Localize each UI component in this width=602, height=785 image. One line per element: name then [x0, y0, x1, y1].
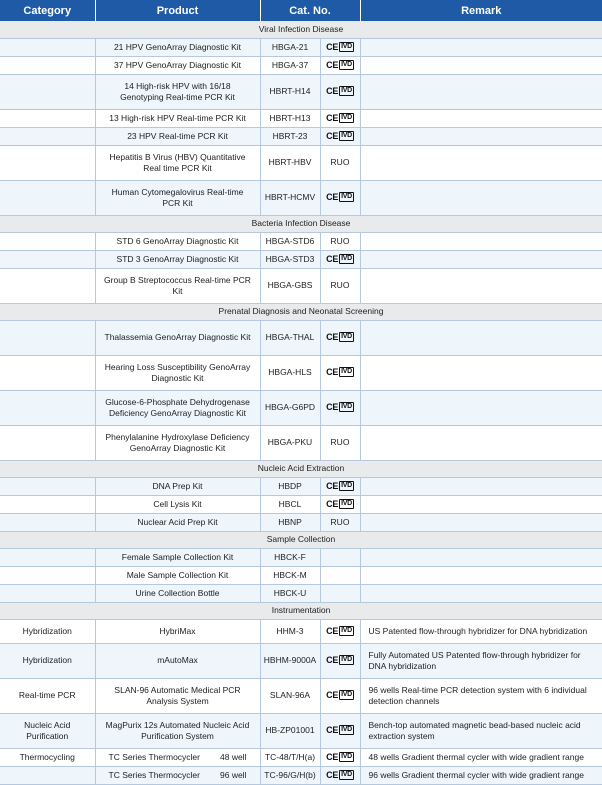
- table-row: [0, 619, 602, 643]
- cat-no: HBGA-PKU: [260, 425, 320, 460]
- ce-ivd-mark: CE IVD: [326, 690, 352, 701]
- remark-cell: Fully Automated US Patented flow-through hybridizer for DNA hybridization: [360, 643, 602, 678]
- table-row: [0, 748, 602, 766]
- product-name: 14 High-risk HPV with 16/18 Genotyping Real-time PCR Kit: [95, 74, 260, 109]
- product-name: Human Cytomegalovirus Real-time PCR Kit: [95, 180, 260, 215]
- product-name: Hearing Loss Susceptibility GenoArray Diagnostic Kit: [95, 355, 260, 390]
- cat-no: HBGA-G6PD: [260, 390, 320, 425]
- cat-no: HBRT-HCMV: [260, 180, 320, 215]
- remark-cell: 48 wells Gradient thermal cycler with wide gradient range: [360, 748, 602, 766]
- section-title: Nucleic Acid Extraction: [0, 460, 602, 477]
- product-name: MagPurix 12s Automated Nucleic Acid Purification System: [95, 713, 260, 748]
- product-name: Phenylalanine Hydroxylase Deficiency GenoArray Diagnostic Kit: [95, 425, 260, 460]
- category-cell: Nucleic Acid Purification: [0, 713, 95, 748]
- product-name: SLAN-96 Automatic Medical PCR Analysis System: [95, 678, 260, 713]
- cat-no: HBHM-9000A: [260, 643, 320, 678]
- category-cell: [0, 766, 95, 784]
- table-row: [0, 513, 602, 531]
- cat-no: HBGA-GBS: [260, 268, 320, 303]
- section-title: Prenatal Diagnosis and Neonatal Screening: [0, 303, 602, 320]
- cat-no: SLAN-96A: [260, 678, 320, 713]
- cat-no: HBGA-21: [260, 38, 320, 56]
- header-category: Category: [0, 0, 95, 21]
- table-row: [0, 713, 602, 748]
- product-name: Nuclear Acid Prep Kit: [95, 513, 260, 531]
- cat-no: HBGA-STD3: [260, 250, 320, 268]
- table-row: [0, 477, 602, 495]
- ce-ivd-mark: CE IVD: [326, 59, 352, 70]
- header-cat-no: Cat. No.: [260, 0, 360, 21]
- cat-no: HBCK-M: [260, 566, 320, 584]
- table-row: [0, 566, 602, 584]
- product-name: DNA Prep Kit: [95, 477, 260, 495]
- ruo-label: RUO: [330, 280, 350, 291]
- ce-ivd-mark: CE IVD: [326, 751, 352, 762]
- cat-no: HB-ZP01001: [260, 713, 320, 748]
- remark-cell: 96 wells Gradient thermal cycler with wide gradient range: [360, 766, 602, 784]
- table-row: [0, 355, 602, 390]
- section-title: Instrumentation: [0, 602, 602, 619]
- cat-no: HBGA-STD6: [260, 232, 320, 250]
- table-row: [0, 495, 602, 513]
- section-row: [0, 21, 602, 38]
- product-name: 37 HPV GenoArray Diagnostic Kit: [95, 56, 260, 74]
- ce-ivd-mark: CE IVD: [326, 625, 352, 636]
- header-product: Product: [95, 0, 260, 21]
- section-title: Bacteria Infection Disease: [0, 215, 602, 232]
- ce-ivd-mark: CE IVD: [326, 112, 352, 123]
- table-row: [0, 180, 602, 215]
- table-row: [0, 145, 602, 180]
- ce-ivd-mark: CE IVD: [326, 402, 352, 413]
- product-name: 21 HPV GenoArray Diagnostic Kit: [95, 38, 260, 56]
- ruo-label: RUO: [330, 157, 350, 168]
- product-name: Female Sample Collection Kit: [95, 548, 260, 566]
- remark-cell: US Patented flow-through hybridizer for DNA hybridization: [360, 619, 602, 643]
- product-name: Thalassemia GenoArray Diagnostic Kit: [95, 320, 260, 355]
- cat-no: HBGA-37: [260, 56, 320, 74]
- product-name: Group B Streptococcus Real-time PCR Kit: [95, 268, 260, 303]
- category-cell: Thermocycling: [0, 748, 95, 766]
- well-count: 48 well: [220, 751, 247, 762]
- ce-ivd-mark: CE IVD: [326, 769, 352, 780]
- product-name: 23 HPV Real-time PCR Kit: [95, 127, 260, 145]
- table-row: [0, 268, 602, 303]
- ce-ivd-mark: CE IVD: [326, 655, 352, 666]
- table-row: [0, 425, 602, 460]
- table-row: [0, 109, 602, 127]
- cat-no: HHM-3: [260, 619, 320, 643]
- remark-cell: Bench-top automated magnetic bead-based nucleic acid extraction system: [360, 713, 602, 748]
- ce-ivd-mark: CE IVD: [326, 332, 352, 343]
- section-row: [0, 303, 602, 320]
- table-row: [0, 74, 602, 109]
- ce-ivd-mark: CE IVD: [326, 480, 352, 491]
- category-cell: Real-time PCR: [0, 678, 95, 713]
- category-cell: Hybridization: [0, 643, 95, 678]
- table-row: [0, 232, 602, 250]
- cat-no: HBGA-THAL: [260, 320, 320, 355]
- header-remark: Remark: [360, 0, 602, 21]
- cat-no: HBCL: [260, 495, 320, 513]
- section-row: [0, 215, 602, 232]
- ce-ivd-mark: CE IVD: [326, 130, 352, 141]
- table-header: [0, 0, 602, 21]
- cat-no: HBRT-H13: [260, 109, 320, 127]
- category-cell: Hybridization: [0, 619, 95, 643]
- table-row: [0, 250, 602, 268]
- cat-no: HBGA-HLS: [260, 355, 320, 390]
- product-name: STD 3 GenoArray Diagnostic Kit: [95, 250, 260, 268]
- cat-no: TC-96/G/H(b): [260, 766, 320, 784]
- cat-no: HBRT-23: [260, 127, 320, 145]
- product-cell: [95, 766, 260, 784]
- product-name: mAutoMax: [95, 643, 260, 678]
- well-count: 96 well: [220, 769, 247, 780]
- table-row: [0, 127, 602, 145]
- product-name: Urine Collection Bottle: [95, 584, 260, 602]
- table-row: [0, 390, 602, 425]
- ruo-label: RUO: [330, 235, 350, 246]
- ce-ivd-mark: CE IVD: [326, 41, 352, 52]
- cat-no: HBNP: [260, 513, 320, 531]
- cat-no: HBDP: [260, 477, 320, 495]
- product-name: Cell Lysis Kit: [95, 495, 260, 513]
- section-row: [0, 460, 602, 477]
- ce-ivd-mark: CE IVD: [326, 725, 352, 736]
- product-name: STD 6 GenoArray Diagnostic Kit: [95, 232, 260, 250]
- ce-ivd-mark: CE IVD: [326, 498, 352, 509]
- product-name: TC Series Thermocycler: [108, 769, 200, 780]
- product-name: 13 High-risk HPV Real-time PCR Kit: [95, 109, 260, 127]
- cat-no: HBCK-U: [260, 584, 320, 602]
- table-row: [0, 548, 602, 566]
- section-title: Sample Collection: [0, 531, 602, 548]
- ruo-label: RUO: [330, 437, 350, 448]
- ce-ivd-mark: CE IVD: [326, 86, 352, 97]
- table-row: [0, 56, 602, 74]
- product-name: TC Series Thermocycler: [108, 751, 200, 762]
- cat-no: HBRT-H14: [260, 74, 320, 109]
- table-row: [0, 584, 602, 602]
- table-row: [0, 678, 602, 713]
- ce-ivd-mark: CE IVD: [326, 367, 352, 378]
- product-name: Male Sample Collection Kit: [95, 566, 260, 584]
- product-name: Hepatitis B Virus (HBV) Quantitative Real time PCR Kit: [95, 145, 260, 180]
- ruo-label: RUO: [330, 516, 350, 527]
- section-row: [0, 602, 602, 619]
- cat-no: HBCK-F: [260, 548, 320, 566]
- ce-ivd-mark: CE IVD: [326, 192, 352, 203]
- product-cell: [95, 748, 260, 766]
- section-row: [0, 531, 602, 548]
- table-row: [0, 320, 602, 355]
- cat-no: HBRT-HBV: [260, 145, 320, 180]
- remark-cell: 96 wells Real-time PCR detection system with 6 individual detection channels: [360, 678, 602, 713]
- product-name: Glucose-6-Phosphate Dehydrogenase Deficiency GenoArray Diagnostic Kit: [95, 390, 260, 425]
- table-row: [0, 38, 602, 56]
- table-row: [0, 643, 602, 678]
- section-title: Viral Infection Disease: [0, 21, 602, 38]
- cat-no: TC-48/T/H(a): [260, 748, 320, 766]
- product-name: HybriMax: [95, 619, 260, 643]
- table-row: [0, 766, 602, 784]
- ce-ivd-mark: CE IVD: [326, 253, 352, 264]
